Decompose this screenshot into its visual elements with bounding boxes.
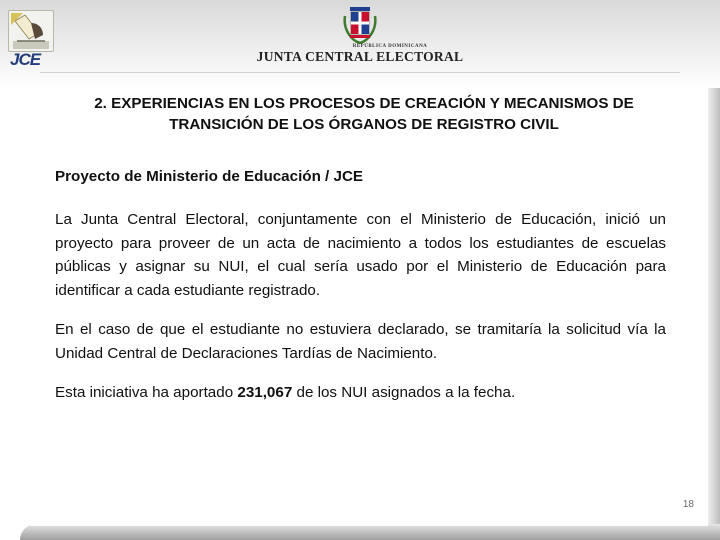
closing-text-before: Esta iniciativa ha aportado	[55, 384, 238, 401]
ballot-box-icon	[8, 10, 54, 52]
title-line-2: TRANSICIÓN DE LOS ÓRGANOS DE REGISTRO CIVIL	[169, 116, 559, 133]
slide-frame-bottom	[20, 524, 720, 540]
slide-frame-highlight	[30, 522, 708, 526]
paragraph-2: En el caso de que el estudiante no estuviera declarado, se tramitaría la solicitud vía la Unidad Central de Declaraciones Tardías de Nacimiento.	[55, 321, 666, 362]
section-subtitle: Proyecto de Ministerio de Educación / JCE	[55, 168, 364, 185]
closing-text-after: de los NUI asignados a la fecha.	[292, 384, 516, 401]
national-seal-icon	[342, 6, 378, 44]
slide-title	[30, 93, 698, 135]
header-divider	[40, 72, 680, 73]
page-number: 18	[682, 499, 694, 510]
paragraph-3	[55, 381, 666, 405]
jce-logo	[8, 10, 60, 69]
nui-count: 231,067	[237, 384, 293, 401]
title-line-1: 2. EXPERIENCIAS EN LOS PROCESOS DE CREACIÓN Y MECANISMOS DE	[94, 95, 634, 112]
header-emblem	[250, 4, 470, 64]
organization-name: JUNTA CENTRAL ELECTORAL	[256, 49, 464, 64]
slide-frame-right	[708, 88, 720, 540]
country-label: REPÚBLICA DOMINICANA	[352, 44, 428, 49]
logo-text: JCE	[10, 50, 41, 69]
paragraph-1: La Junta Central Electoral, conjuntamente con el Ministerio de Educación, inició un proyecto para proveer de un acta de nacimiento a todos los estudiantes de escuelas públicas y asignar su NUI, el cual sería usado por el Ministerio de Educación para identificar a cada estudiante registrado.	[55, 211, 666, 299]
